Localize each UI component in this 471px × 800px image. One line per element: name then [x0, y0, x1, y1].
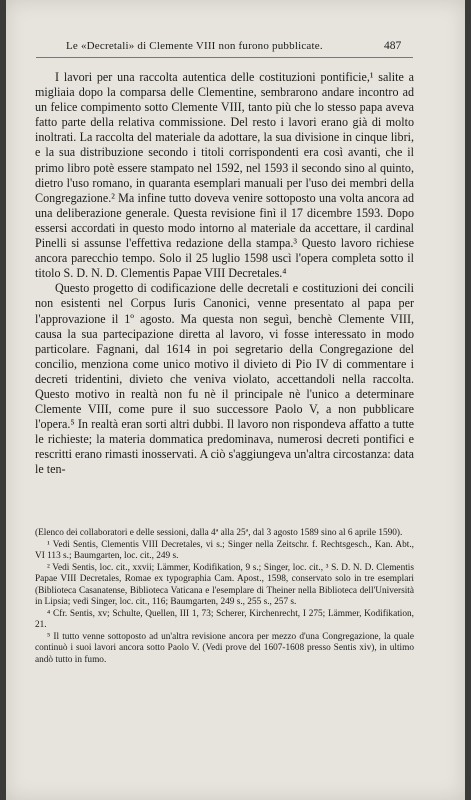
footnote: ² Vedi Sentis, loc. cit., xxvii; Lämmer, Kodifikation, 9 s.; Singer, loc. cit., ³ S. D. N. D. Clementis Papae VIII Decretales, Romae ex typographia Cam. Apost., 1598, conservato solo in tre esemplari (Biblioteca Casanatense, Biblioteca Vaticana e l'esemplare di Theiner nella Biblioteca dell'Università in Lipsia; vedi Singer, loc. cit., 116; Baumgarten, 249 s., 255 s., 257 s. — [35, 562, 414, 607]
header-rule — [36, 57, 413, 58]
main-text — [35, 70, 414, 478]
footnote: ⁵ Il tutto venne sottoposto ad un'altra revisione ancora per mezzo d'una Congregazione, la quale continuò i suoi lavori ancora sotto Paolo V. (Vedi prove del 1607-1608 presso Sentis xiv), in ultimo andò tutto in fumo. — [35, 631, 414, 665]
footnote: ¹ Vedi Sentis, Clementis VIII Decretales, vi s.; Singer nella Zeitschr. f. Rechtsgesch., Kan. Abt., VI 113 s.; Baumgarten, loc. cit., 249 s. — [35, 539, 414, 561]
footnotes — [35, 528, 414, 666]
page-number: 487 — [384, 40, 402, 52]
footnote-continuation: (Elenco dei collaboratori e delle sessioni, dalla 4ª alla 25ª, dal 3 agosto 1589 sino al 6 aprile 1590). — [35, 528, 403, 538]
running-title: Le «Decretali» di Clemente VIII non furono pubblicate. — [66, 40, 323, 52]
book-page — [6, 0, 465, 800]
paragraph: Questo progetto di codificazione delle decretali e costituzioni dei concili non esistenti nel Corpus Iuris Canonici, venne presentato al papa per l'approvazione il 1º agosto. Ma questa non seguì, benchè Clemente VIII, causa la sua partecipazione diretta al lavoro, vi fosse interessato in modo particolare. Fagnani, dal 1614 in poi segretario della Congregazione del concilio, menziona come unico motivo il divieto di Pio IV di commentare i decreti tridentini, divieto che veniva violato, accettandoli nella raccolta. Questo motivo in realtà non fu nè il principale nè l'unico a determinare Clemente VIII, come pure il suo successore Paolo V, a non pubblicare l'opera.⁵ In realtà eran sorti altri dubbi. Il lavoro non rispondeva affatto a tutte le richieste; la materia dommatica predominava, numerosi decreti pontifici e rescritti erano rimasti inosservati. A ciò s'aggiungeva un'altra circostanza: data le ten- — [35, 281, 414, 477]
paragraph: I lavori per una raccolta autentica delle costituzioni pontificie,¹ salite a migliaia dopo la comparsa delle Clementine, sembrarono andare incontro ad un felice compimento sotto Clemente VIII, tanto più che lo stesso papa aveva fatto parte della relativa commissione. Del resto i lavori erano già di molto inoltrati. La raccolta del materiale da adottare, la sua divisione in cinque libri, e la sua distribuzione secondo i titoli corrispondenti era così avanti, che il primo libro potè essere stampato nel 1592, nel 1593 il secondo sino al quinto, dietro l'uso romano, in quaranta esemplari manuali per l'uso dei membri della Congregazione.² Ma infine tutto doveva venire sottoposto una volta ancora ad una deliberazione generale. Questa revisione finì il 17 dicembre 1593. Dopo essersi accordati in questo modo intorno al materiale da accettare, il cardinal Pinelli si assunse l'effettiva redazione della stampa.³ Questo lavoro richiese ancora parecchio tempo. Solo il 25 luglio 1598 uscì l'opera completa sotto il titolo S. D. N. D. Clementis Papae VIII Decretales.⁴ — [35, 70, 414, 281]
footnote: ⁴ Cfr. Sentis, xv; Schulte, Quellen, III 1, 73; Scherer, Kirchenrecht, I 275; Lämmer, Kodifikation, 21. — [35, 608, 414, 630]
